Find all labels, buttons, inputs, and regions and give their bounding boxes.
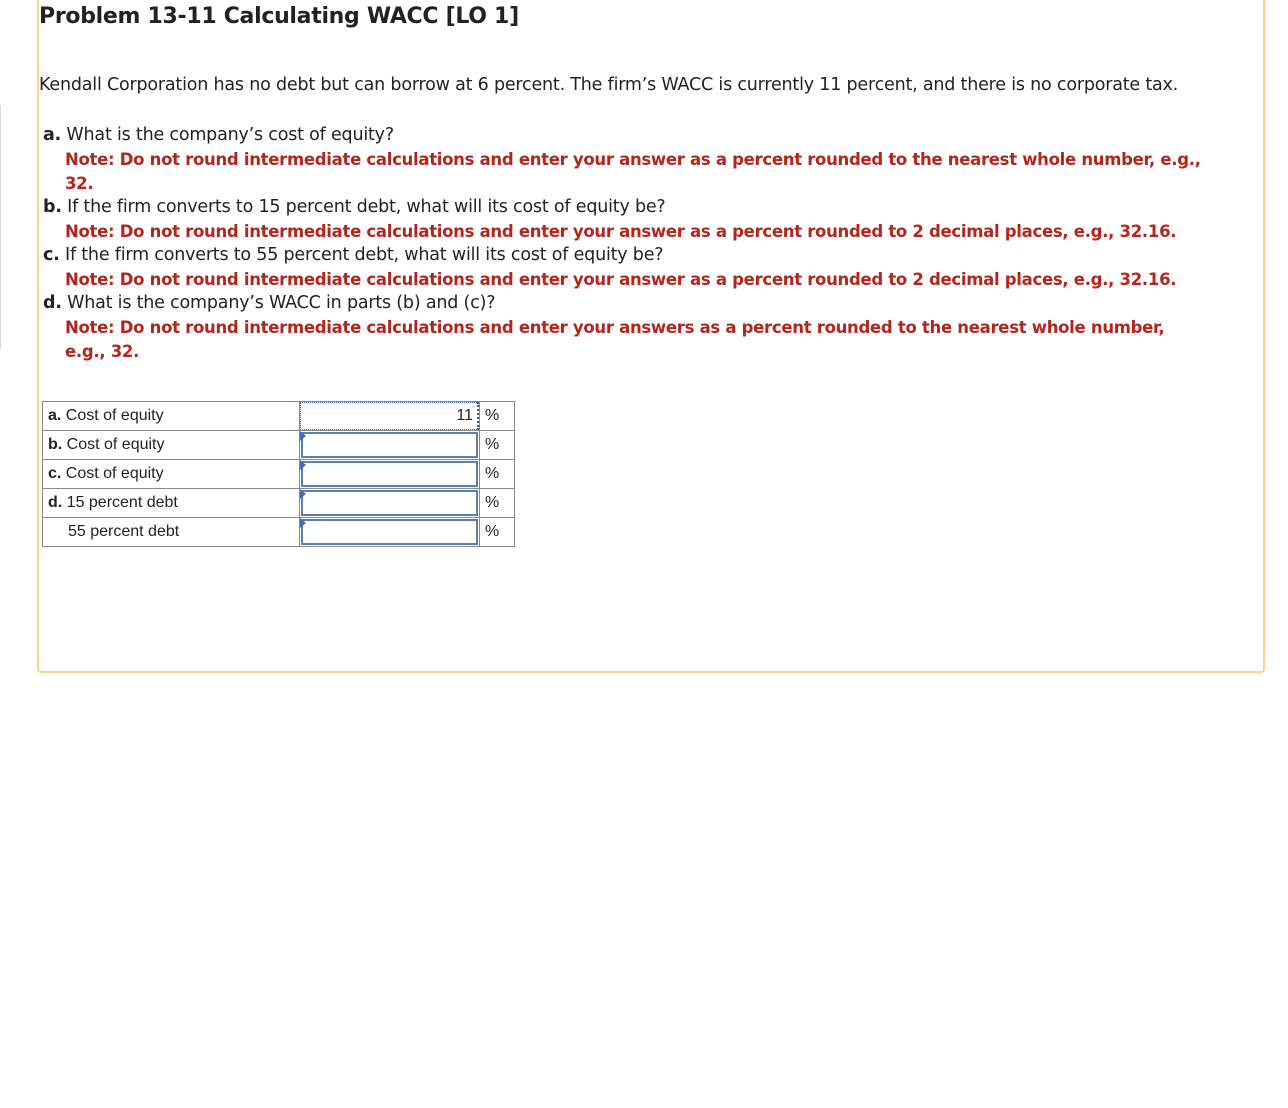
question-c	[43, 245, 663, 265]
answer-input-cell	[300, 431, 480, 460]
answer-row-label	[43, 402, 300, 431]
question-a-text: What is the company’s cost of equity?	[61, 125, 394, 145]
question-a-note-line-1: Note: Do not round intermediate calculations and enter your answer as a percent rounded to the nearest whole number, e.g.,	[65, 150, 1201, 169]
answer-row-text: Cost of equity	[61, 465, 164, 482]
answer-row-letter: b.	[48, 436, 63, 453]
answer-c-input[interactable]	[301, 461, 478, 487]
question-c-text: If the firm converts to 55 percent debt, what will its cost of equity be?	[59, 245, 664, 265]
answer-row-letter: c.	[48, 465, 62, 482]
flag-icon	[300, 518, 306, 528]
flag-icon	[300, 489, 306, 499]
question-b-text: If the firm converts to 15 percent debt, what will its cost of equity be?	[61, 197, 666, 217]
answer-row-d-15	[43, 489, 515, 518]
answer-d15-input[interactable]	[301, 490, 478, 516]
answer-row-text: 55 percent debt	[68, 523, 180, 540]
left-divider	[0, 105, 1, 349]
question-d-note-line-2: e.g., 32.	[65, 342, 140, 361]
question-d-text: What is the company’s WACC in parts (b) and (c)?	[61, 293, 496, 313]
question-a-letter: a.	[43, 125, 62, 145]
answer-input-cell	[300, 518, 480, 547]
answer-row-a	[43, 402, 515, 431]
answer-a-input[interactable]: 11	[300, 402, 479, 430]
question-c-letter: c.	[43, 245, 60, 265]
answer-table	[42, 401, 515, 547]
question-a-note-line-2: 32.	[65, 174, 94, 193]
answer-unit: %	[480, 431, 515, 460]
question-b	[43, 197, 666, 217]
answer-input-cell	[300, 489, 480, 518]
answer-row-text: Cost of equity	[62, 436, 165, 453]
answer-row-text: Cost of equity	[61, 407, 164, 424]
answer-b-input[interactable]	[301, 432, 478, 458]
answer-unit: %	[480, 402, 515, 431]
flag-icon	[300, 431, 306, 441]
answer-row-letter: a.	[48, 407, 62, 424]
answer-row-letter: d.	[48, 494, 63, 511]
answer-row-label	[43, 431, 300, 460]
answer-input-cell	[300, 402, 480, 431]
question-b-note-line-1: Note: Do not round intermediate calculations and enter your answer as a percent rounded to 2 decimal places, e.g., 32.16.	[65, 222, 1177, 241]
answer-unit: %	[480, 460, 515, 489]
answer-row-c	[43, 460, 515, 489]
answer-d55-input[interactable]	[301, 519, 478, 545]
answer-row-b	[43, 431, 515, 460]
question-d-note-line-1: Note: Do not round intermediate calculations and enter your answers as a percent rounded to the nearest whole number,	[65, 318, 1165, 337]
question-b-letter: b.	[43, 197, 62, 217]
question-d-letter: d.	[43, 293, 62, 313]
question-a	[43, 125, 394, 145]
problem-intro: Kendall Corporation has no debt but can borrow at 6 percent. The firm’s WACC is currently 11 percent, and there is no corporate tax.	[39, 75, 1179, 95]
answer-input-cell	[300, 460, 480, 489]
answer-row-label	[43, 489, 300, 518]
flag-icon	[300, 460, 306, 470]
answer-row-label	[43, 460, 300, 489]
question-c-note-line-1: Note: Do not round intermediate calculations and enter your answer as a percent rounded to 2 decimal places, e.g., 32.16.	[65, 270, 1177, 289]
page-title: Problem 13-11 Calculating WACC [LO 1]	[39, 4, 519, 29]
answer-row-text: 15 percent debt	[62, 494, 178, 511]
question-d	[43, 293, 495, 313]
answer-row-d-55	[43, 518, 515, 547]
answer-unit: %	[480, 489, 515, 518]
answer-unit: %	[480, 518, 515, 547]
answer-row-label	[43, 518, 300, 547]
